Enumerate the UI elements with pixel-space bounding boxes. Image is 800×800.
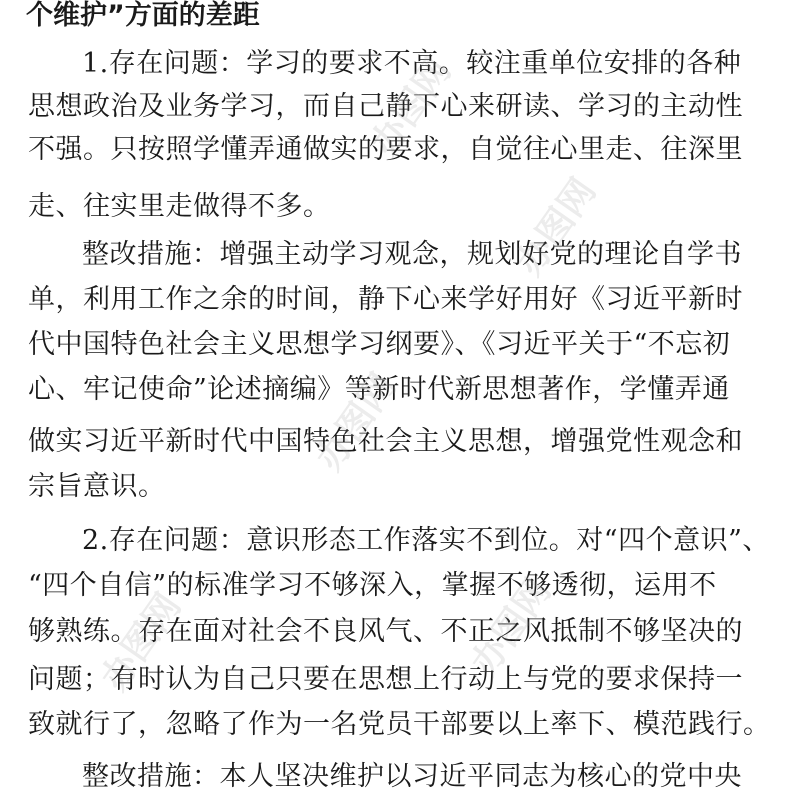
watermark: 办图网 — [93, 586, 190, 699]
paragraph-line: 整改措施：本人坚决维护以习近平同志为核心的党中央 — [82, 761, 742, 792]
paragraph-line: 不强。只按照学懂弄通做实的要求，自觉往心里走、往深里 — [28, 134, 743, 165]
paragraph-line: 代中国特色社会主义思想学习纲要》、《习近平关于“不忘初 — [28, 329, 731, 360]
paragraph-line: 思想政治及业务学习，而自己静下心来研读、学习的主动性 — [28, 91, 743, 122]
watermark: 办图网 — [308, 366, 405, 479]
paragraph-line: 够熟练。存在面对社会不良风气、不正之风抵制不够坚决的 — [28, 616, 743, 647]
section-heading: 个维护”方面的差距 — [26, 0, 260, 31]
paragraph-line: “四个自信”的标准学习不够深入，掌握不够透彻，运用不 — [28, 570, 717, 601]
paragraph-line: 做实习近平新时代中国特色社会主义思想，增强党性观念和 — [28, 426, 743, 457]
paragraph-line: 2.存在问题：意识形态工作落实不到位。对“四个意识”、 — [82, 525, 770, 556]
watermark: 办图网 — [363, 51, 460, 164]
paragraph-line: 整改措施：增强主动学习观念，规划好党的理论自学书 — [82, 239, 742, 270]
paragraph-line: 心、牢记使命”论述摘编》等新时代新思想著作，学懂弄通 — [28, 374, 730, 405]
paragraph-line: 单，利用工作之余的时间，静下心来学好用好《习近平新时 — [28, 284, 743, 315]
paragraph-line: 问题；有时认为自己只要在思想上行动上与党的要求保持一 — [28, 664, 743, 695]
paragraph-line: 致就行了，忽略了作为一名党员干部要以上率下、模范践行。 — [28, 709, 771, 740]
paragraph-line: 宗旨意识。 — [28, 471, 166, 502]
watermark: 办图网 — [508, 171, 605, 284]
paragraph-line: 1.存在问题：学习的要求不高。较注重单位安排的各种 — [82, 48, 742, 79]
watermark: 办图网 — [463, 571, 560, 684]
paragraph-line: 走、往实里走做得不多。 — [28, 191, 331, 222]
